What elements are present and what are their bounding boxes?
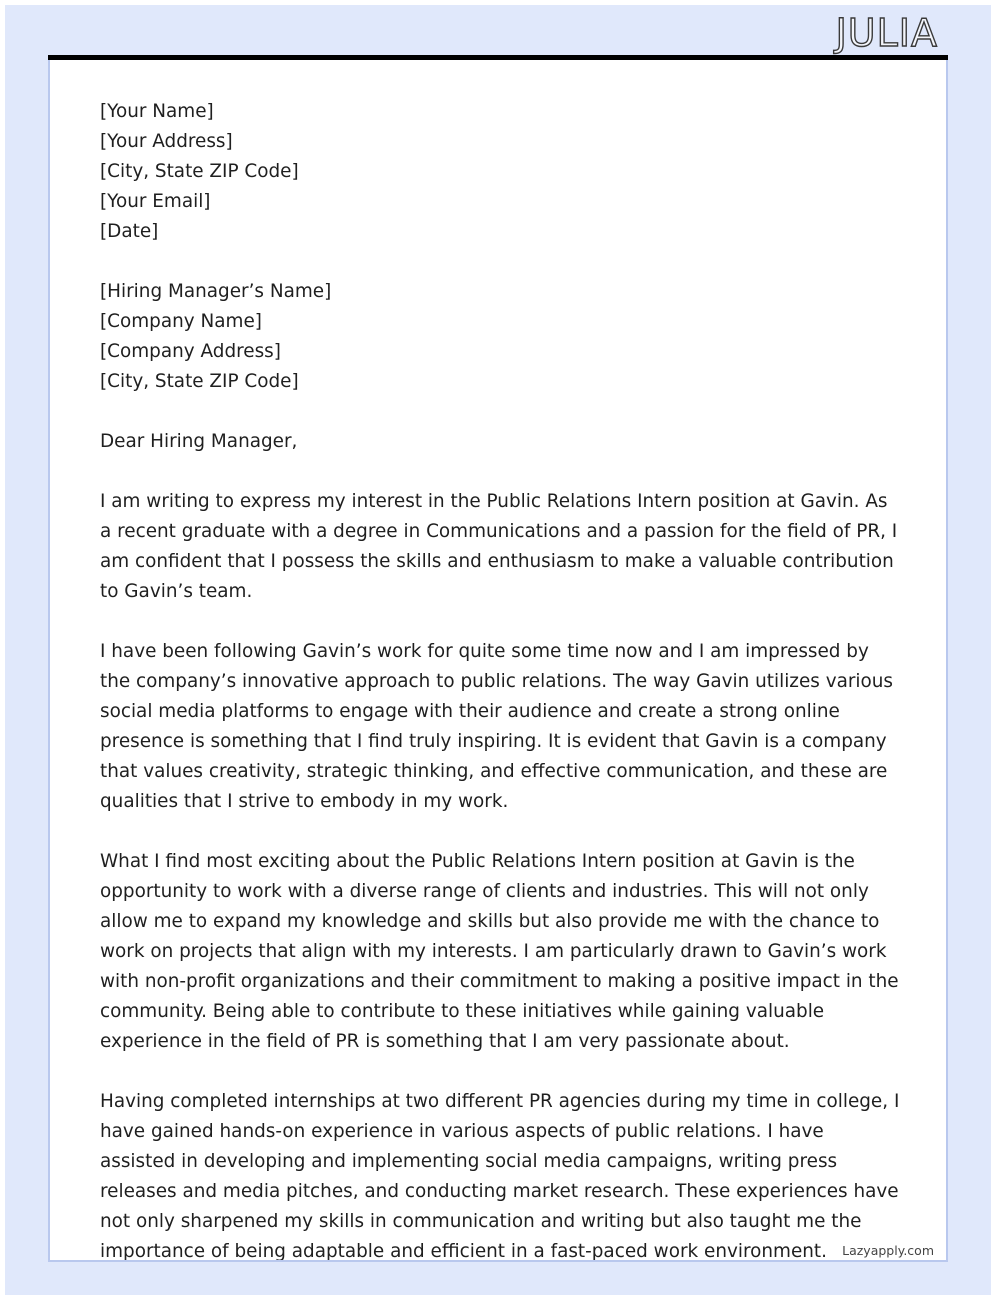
recipient-block (100, 277, 900, 397)
spacer (100, 1057, 900, 1087)
cover-letter-body (100, 97, 900, 1262)
letter-date: [Date] (100, 221, 159, 242)
footer-watermark: Lazyapply.com (838, 1243, 936, 1260)
spacer (100, 817, 900, 847)
sender-name: [Your Name] (100, 101, 214, 122)
brand-logo: JULIA (835, 11, 938, 55)
salutation: Dear Hiring Manager, (100, 431, 298, 452)
sender-address: [Your Address] (100, 131, 233, 152)
paragraph-1: I am writing to express my interest in the Public Relations Intern position at Gavin. As a recent graduate with a degree in Communications and a passion for the field of PR, I am confident that I possess the skills and enthusiasm to make a valuable contribution to Gavin’s team. (100, 491, 898, 602)
paragraph-2: I have been following Gavin’s work for quite some time now and I am impressed by the company’s innovative approach to public relations. The way Gavin utilizes various social media platforms to engage with their audience and create a strong online presence is something that I find truly inspiring. It is evident that Gavin is a company that values creativity, strategic thinking, and effective communication, and these are qualities that I strive to embody in my work. (100, 641, 894, 812)
paragraph-3: What I find most exciting about the Public Relations Intern position at Gavin is the opportunity to work with a diverse range of clients and industries. This will not only allow me to expand my knowledge and skills but also provide me with the chance to work on projects that align with my interests. I am particularly drawn to Gavin’s work with non-profit organizations and their commitment to making a positive impact in the community. Being able to contribute to these initiatives while gaining valuable experience in the field of PR is something that I am very passionate about. (100, 851, 899, 1052)
spacer (100, 247, 900, 277)
recipient-address: [Company Address] (100, 341, 281, 362)
paragraph-4: Having completed internships at two different PR agencies during my time in college, I have gained hands-on experience in various aspects of public relations. I have assisted in developing and implementing social media campaigns, writing press releases and media pitches, and conducting market research. These experiences have not only sharpened my skills in communication and writing but also taught me the importance of being adaptable and efficient in a fast-paced work environment. (100, 1091, 900, 1262)
sender-city: [City, State ZIP Code] (100, 161, 299, 182)
recipient-company: [Company Name] (100, 311, 262, 332)
spacer (100, 397, 900, 427)
recipient-city: [City, State ZIP Code] (100, 371, 299, 392)
recipient-name: [Hiring Manager’s Name] (100, 281, 332, 302)
sender-block (100, 97, 900, 247)
spacer (100, 457, 900, 487)
spacer (100, 607, 900, 637)
sender-email: [Your Email] (100, 191, 211, 212)
letter-page (48, 60, 948, 1262)
